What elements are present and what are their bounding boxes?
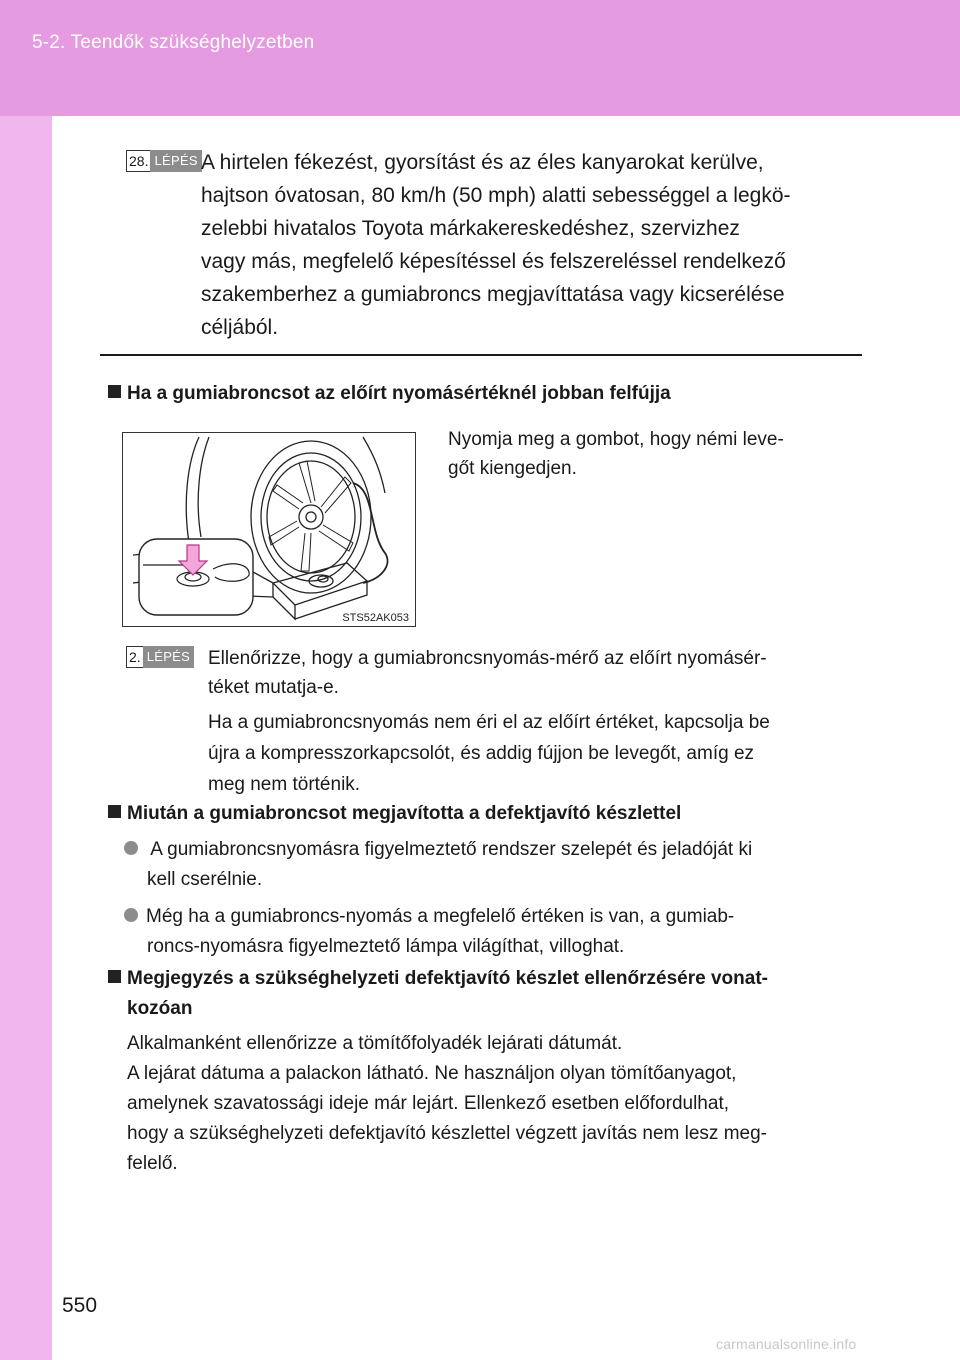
section-heading-text: kozóan (127, 998, 193, 1019)
text-line: újra a kompresszorkapcsolót, és addig fújjon be levegőt, amíg ez (208, 743, 755, 764)
step-28-badge (126, 150, 202, 172)
text-line: Alkalmanként ellenőrizze a tömítőfolyadék lejárati dátumát. (127, 1033, 623, 1054)
square-bullet-icon (108, 385, 121, 398)
square-bullet-icon (108, 970, 121, 983)
text-line: Nyomja meg a gombot, hogy némi leve- (448, 429, 784, 450)
text-line: hogy a szükséghelyzeti defektjavító készlettel végzett javítás nem lesz meg- (127, 1123, 767, 1144)
bullet-item (124, 835, 860, 895)
text-line: Ha a gumiabroncsnyomás nem éri el az előírt értéket, kapcsolja be (208, 712, 770, 733)
text-line: hajtson óvatosan, 80 km/h (50 mph) alatti sebességgel a legkö- (201, 184, 791, 207)
bullet-item (124, 902, 860, 962)
text-line: felelő. (127, 1153, 178, 1174)
section-heading-text: Megjegyzés a szükséghelyzeti defektjavító készlet ellenőrzésére vonat- (127, 968, 768, 989)
text-line: A lejárat dátuma a palackon látható. Ne használjon olyan tömítőanyagot, (127, 1063, 737, 1084)
step-word: LÉPÉS (143, 646, 194, 668)
text-line: amelynek szavatossági ideje már lejárt. Ellenkező esetben előfordulhat, (127, 1093, 729, 1114)
step-number: 28. (126, 150, 150, 172)
compressor-illustration (122, 432, 416, 627)
chapter-header (0, 0, 960, 116)
step-2-note (208, 707, 856, 800)
section-heading-text: Miután a gumiabroncsot megjavította a defektjavító készlettel (127, 803, 682, 824)
text-line: zelebbi hivatalos Toyota márkakereskedéshez, szervizhez (201, 217, 740, 240)
bullet-text: Még ha a gumiabroncs-nyomás a megfelelő értéken is van, a gumiab- (146, 906, 735, 927)
watermark-text: carmanualsonline.info (716, 1336, 857, 1352)
sidebar-band (0, 116, 52, 1360)
step-word: LÉPÉS (150, 150, 201, 172)
figure-code: STS52AK053 (342, 612, 409, 624)
bullet-text: A gumiabroncsnyomásra figyelmeztető rendszer szelepét és jeladóját ki (146, 839, 753, 860)
step-28-text (201, 146, 855, 344)
text-line: téket mutatja-e. (208, 677, 339, 698)
section-heading-overinflated (108, 379, 868, 408)
text-line: szakemberhez a gumiabroncs megjavíttatása vagy kicserélése (201, 283, 785, 306)
tire-compressor-drawing (123, 433, 415, 626)
page-number: 550 (62, 1294, 98, 1317)
step-1-text (448, 425, 858, 483)
bullet-dot-icon (124, 841, 138, 855)
chapter-title: 5-2. Teendők szükséghelyzetben (32, 32, 315, 53)
bullet-text: kell cserélnie. (147, 869, 263, 890)
text-line: Ellenőrizze, hogy a gumiabroncsnyomás-mérő az előírt nyomásér- (208, 648, 767, 669)
section-heading-text: Ha a gumiabroncsot az előírt nyomásértéknél jobban felfújja (127, 383, 671, 404)
section-divider (100, 354, 862, 356)
bullet-dot-icon (124, 908, 138, 922)
step-number: 2. (126, 646, 143, 668)
bullet-text: roncs-nyomásra figyelmeztető lámpa világíthat, villoghat. (147, 936, 625, 957)
kit-check-body (127, 1029, 857, 1179)
step-2-badge (126, 646, 194, 668)
section-heading-after-repair (108, 799, 868, 828)
step-2-text (208, 644, 856, 702)
section-heading-kit-check (108, 964, 868, 1024)
text-line: meg nem történik. (208, 774, 361, 795)
text-line: A hirtelen fékezést, gyorsítást és az éles kanyarokat kerülve, (201, 151, 764, 174)
text-line: gőt kiengedjen. (448, 458, 577, 479)
text-line: vagy más, megfelelő képesítéssel és felszereléssel rendelkező (201, 250, 786, 273)
square-bullet-icon (108, 805, 121, 818)
text-line: céljából. (201, 316, 279, 339)
